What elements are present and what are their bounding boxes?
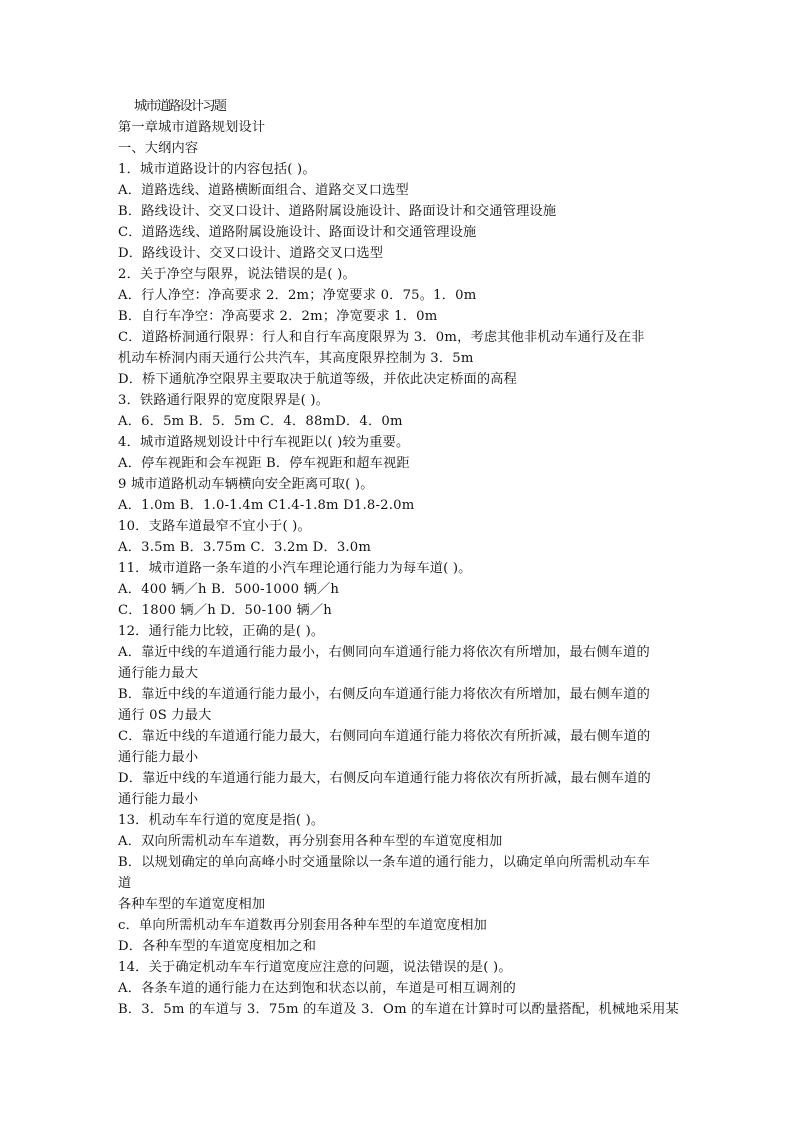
option-line: c．单向所需机动车车道数再分别套用各种车型的车道宽度相加 [118,918,488,933]
option-line: C．道路桥洞通行限界：行人和自行车高度限界为 3．0m，考虑其他非机动车通行及在非 [118,330,645,345]
option-line: C．道路选线、道路附属设施设计、路面设计和交通管理设施 [118,225,477,240]
option-line: 通行能力最大 [118,666,199,681]
section-heading: 一、大纲内容 [118,141,199,156]
question-11: 11．城市道路一条车道的小汽车理论通行能力为每车道( )。 [118,561,472,576]
option-line: 机动车桥洞内雨天通行公共汽车，其高度限界控制为 3．5m [118,351,474,366]
option-line: D．各种车型的车道宽度相加之和 [118,939,317,954]
option-line: A．6．5m B．5．5m C．4．88mD．4．0m [118,414,403,429]
chapter-heading: 第一章城市道路规划设计 [118,120,266,135]
option-line: A．道路选线、道路横断面组合、道路交叉口选型 [118,183,409,198]
option-line: C．1800 辆／h D．50-100 辆／h [118,603,332,618]
question-10: 10．支路车道最窄不宜小于( )。 [118,519,311,534]
option-line: B．3．5m 的车道与 3．75m 的车道及 3．Om 的车道在计算时可以酌量搭配，机械地采用某 [118,1002,679,1017]
option-line: B．自行车净空：净高要求 2．2m；净宽要求 1．0m [118,309,438,324]
option-line: D．路线设计、交叉口设计、道路交叉口选型 [118,246,384,261]
option-line: A．靠近中线的车道通行能力最小，右侧同向车道通行能力将依次有所增加，最右侧车道的 [118,645,650,660]
question-1: 1．城市道路设计的内容包括( )。 [118,162,316,177]
question-12: 12．通行能力比较，正确的是( )。 [118,624,325,639]
document-title: 城市道路设计习题 [134,99,226,114]
option-line: 通行 0S 力最大 [118,708,212,723]
option-line: 通行能力最小 [118,792,199,807]
question-13: 13．机动车车行道的宽度是指( )。 [118,813,325,828]
option-line: 通行能力最小 [118,750,199,765]
option-line: A．双向所需机动车车道数，再分别套用各种车型的车道宽度相加 [118,834,503,849]
option-line: A．各条车道的通行能力在达到饱和状态以前，车道是可相互调剂的 [118,981,516,996]
option-line: 各种车型的车道宽度相加 [118,897,266,912]
option-line: 道 [118,876,132,891]
option-line: D．桥下通航净空限界主要取决于航道等级，并依此决定桥面的高程 [118,372,518,387]
question-14: 14．关于确定机动车车行道宽度应注意的问题，说法错误的是( )。 [118,960,512,975]
question-9: 9 城市道路机动车辆横向安全距离可取( )。 [118,477,374,492]
option-line: A．行人净空：净高要求 2．2m；净宽要求 0．75。1．0m [118,288,477,303]
option-line: A．停车视距和会车视距 B．停车视距和超车视距 [118,456,410,471]
option-line: D．靠近中线的车道通行能力最大，右侧反向车道通行能力将依次有所折减，最右侧车道的 [118,771,651,786]
option-line: B．路线设计、交叉口设计、道路附属设施设计、路面设计和交通管理设施 [118,204,557,219]
question-3: 3．铁路通行限界的宽度限界是( )。 [118,393,330,408]
option-line: A．3.5m B．3.75m C．3.2m D．3.0m [118,540,372,555]
question-4: 4．城市道路规划设计中行车视距以( )较为重要。 [118,435,410,450]
question-2: 2．关于净空与限界，说法错误的是( )。 [118,267,356,282]
option-line: A．1.0m B．1.0-1.4m C1.4-1.8m D1.8-2.0m [118,498,415,513]
option-line: B．以规划确定的单向高峰小时交通量除以一条车道的通行能力，以确定单向所需机动车车 [118,855,650,870]
option-line: C．靠近中线的车道通行能力最大，右侧同向车道通行能力将依次有所折减，最右侧车道的 [118,729,651,744]
option-line: A．400 辆／h B．500-1000 辆／h [118,582,340,597]
option-line: B．靠近中线的车道通行能力最小，右侧反向车道通行能力将依次有所增加，最右侧车道的 [118,687,650,702]
